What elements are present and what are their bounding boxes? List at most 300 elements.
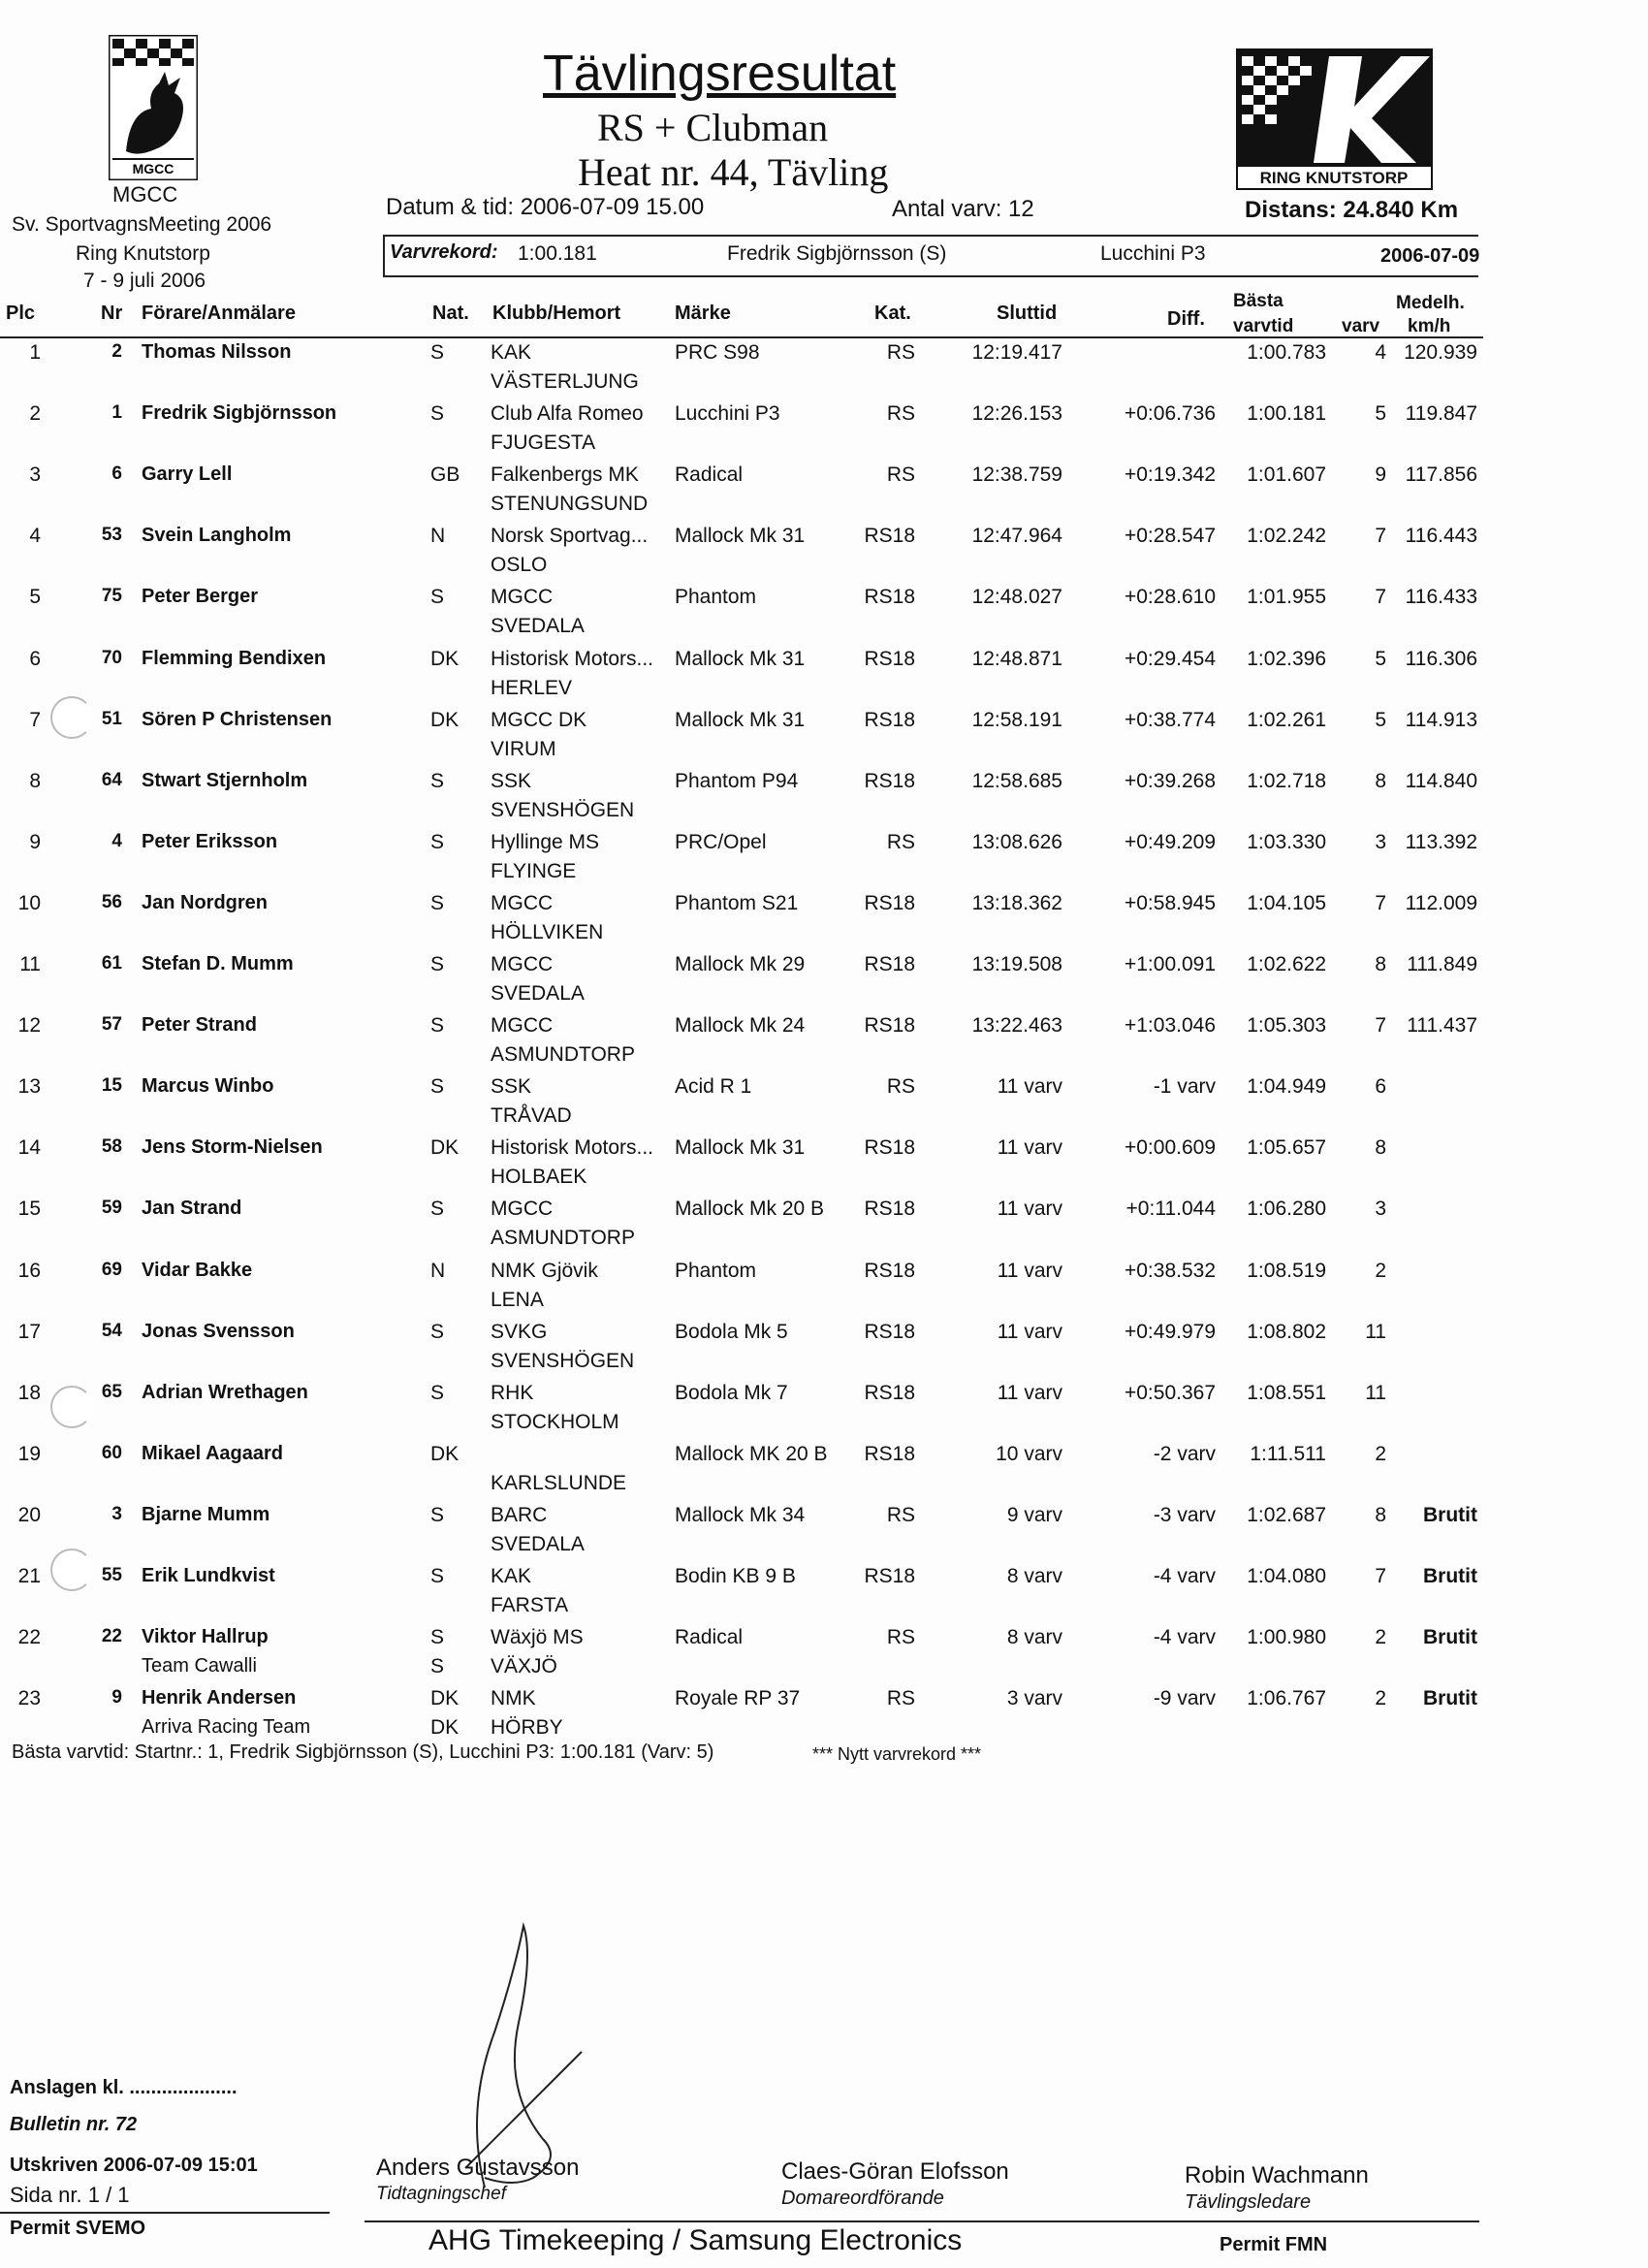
result-best-lap-number: 9 (1375, 463, 1386, 487)
table-row (0, 770, 1493, 831)
result-car: Radical (675, 1626, 744, 1649)
result-start-number: 4 (111, 830, 122, 851)
mgcc-logo (109, 35, 198, 180)
result-best-lap: 1:08.551 (1247, 1381, 1326, 1404)
result-hometown: ASMUNDTORP (491, 1043, 635, 1067)
result-hometown: SVENSHÖGEN (491, 1349, 635, 1372)
result-total-time: 12:58.685 (971, 769, 1062, 792)
result-best-lap-number: 11 (1365, 1381, 1386, 1404)
result-best-lap: 1:06.280 (1247, 1198, 1326, 1221)
result-diff: -3 varv (1153, 1503, 1216, 1526)
result-nationality: S (430, 891, 445, 914)
result-place: 18 (17, 1381, 41, 1404)
result-best-lap: 1:02.396 (1247, 647, 1326, 670)
result-nationality: S (430, 341, 445, 364)
result-total-time: 9 varv (1006, 1503, 1062, 1526)
result-place: 3 (29, 463, 41, 487)
result-diff: -2 varv (1153, 1442, 1216, 1465)
result-best-lap: 1:00.181 (1247, 402, 1326, 426)
result-nationality: S (430, 1320, 445, 1343)
result-total-time: 13:18.362 (971, 891, 1062, 914)
result-total-time: 11 varv (997, 1381, 1062, 1404)
result-driver: Stwart Stjernholm (142, 769, 308, 791)
result-club: MGCC (491, 586, 554, 609)
result-car: Royale RP 37 (675, 1687, 801, 1710)
result-total-time: 10 varv (996, 1442, 1062, 1465)
result-nationality: S (430, 953, 445, 975)
mgcc-logo-text: MGCC (132, 161, 174, 176)
result-car: Mallock Mk 24 (675, 1014, 806, 1038)
col-cat: Kat. (874, 303, 911, 324)
result-diff: +0:29.454 (1124, 647, 1216, 670)
punch-hole (50, 1549, 93, 1591)
result-best-lap-number: 5 (1375, 708, 1386, 731)
result-category: RS (886, 1503, 915, 1526)
result-driver: Garry Lell (142, 463, 233, 486)
result-car: Mallock Mk 31 (675, 647, 806, 670)
result-total-time: 3 varv (1006, 1687, 1062, 1710)
result-best-lap: 1:02.718 (1247, 769, 1326, 792)
result-best-lap: 1:01.955 (1247, 586, 1326, 609)
result-best-lap-number: 8 (1375, 1136, 1386, 1160)
result-car: Mallock Mk 20 B (675, 1198, 825, 1221)
result-nationality: GB (430, 463, 460, 487)
result-hometown: VÄSTERLJUNG (491, 370, 639, 393)
result-total-time: 13:19.508 (971, 953, 1062, 975)
result-start-number: 56 (101, 891, 122, 912)
result-best-lap-number: 8 (1375, 1503, 1386, 1526)
result-place: 2 (29, 402, 41, 426)
result-place: 9 (29, 830, 41, 853)
result-driver: Jan Strand (142, 1198, 242, 1220)
result-category: RS18 (864, 1442, 915, 1465)
table-row (0, 1504, 1493, 1565)
result-nationality: S (430, 1198, 445, 1221)
result-category: RS (886, 341, 915, 364)
result-best-lap: 1:02.242 (1247, 525, 1326, 548)
table-row (0, 1136, 1493, 1198)
result-best-lap: 1:02.261 (1247, 708, 1326, 731)
result-car: Bodola Mk 7 (675, 1381, 788, 1404)
result-car: Mallock Mk 31 (675, 1136, 806, 1160)
result-team: Arriva Racing Team (142, 1716, 311, 1739)
result-place: 19 (17, 1442, 41, 1465)
result-club: SVKG (491, 1320, 548, 1343)
result-start-number: 59 (101, 1198, 122, 1219)
table-row (0, 1687, 1493, 1748)
result-category: RS (886, 463, 915, 487)
result-driver: Marcus Winbo (142, 1075, 274, 1098)
result-category: RS18 (864, 1014, 915, 1038)
result-diff: -1 varv (1153, 1075, 1216, 1099)
result-club: Historisk Motors... (491, 647, 654, 670)
result-best-lap: 1:02.622 (1247, 953, 1326, 975)
result-start-number: 15 (101, 1075, 122, 1097)
result-nationality: N (430, 525, 446, 548)
result-hometown: LENA (491, 1288, 544, 1311)
result-car: Bodin KB 9 B (675, 1565, 796, 1587)
result-place: 5 (29, 586, 41, 609)
result-category: RS18 (864, 1320, 915, 1343)
result-place: 6 (29, 647, 41, 670)
result-best-lap-number: 7 (1375, 1014, 1386, 1038)
result-car: Mallock Mk 34 (675, 1503, 806, 1526)
result-driver: Stefan D. Mumm (142, 953, 294, 974)
class-name: RS + Clubman (597, 106, 829, 149)
result-car: Acid R 1 (675, 1075, 752, 1099)
result-start-number: 64 (101, 769, 122, 790)
col-best-top: Bästa (1233, 291, 1284, 311)
result-hometown: TRÅVAD (491, 1104, 572, 1128)
result-nationality: N (430, 1259, 446, 1282)
result-start-number: 22 (101, 1626, 122, 1647)
table-row (0, 953, 1493, 1014)
result-diff: +0:19.342 (1124, 463, 1216, 487)
result-hometown: STOCKHOLM (491, 1410, 619, 1433)
permit-svemo: Permit SVEMO (10, 2218, 146, 2239)
result-best-lap: 1:06.767 (1247, 1687, 1326, 1710)
result-best-lap-number: 5 (1375, 647, 1386, 670)
result-club: Club Alfa Romeo (491, 402, 644, 426)
result-best-lap: 1:08.519 (1247, 1259, 1326, 1282)
result-hometown: SVENSHÖGEN (491, 798, 635, 821)
result-club: Falkenbergs MK (491, 463, 639, 487)
result-best-lap: 1:01.607 (1247, 463, 1326, 487)
result-club: KAK (491, 1565, 532, 1587)
result-hometown: FARSTA (491, 1594, 569, 1616)
result-start-number: 70 (101, 647, 122, 668)
result-hometown: SVEDALA (491, 982, 585, 1005)
result-diff: +0:39.268 (1124, 769, 1216, 792)
table-row (0, 1014, 1493, 1075)
result-best-lap-number: 2 (1375, 1442, 1386, 1465)
result-category: RS (886, 1626, 915, 1649)
result-start-number: 58 (101, 1136, 122, 1158)
result-driver: Erik Lundkvist (142, 1565, 275, 1586)
signature-director-name: Robin Wachmann (1185, 2162, 1369, 2188)
result-club: MGCC (491, 1014, 554, 1038)
result-car: PRC S98 (675, 341, 760, 364)
result-start-number: 54 (101, 1320, 122, 1341)
result-hometown: HÖRBY (491, 1716, 563, 1740)
result-diff: -4 varv (1153, 1626, 1216, 1649)
result-start-number: 55 (101, 1565, 122, 1585)
result-car: Radical (675, 463, 744, 487)
result-club: Norsk Sportvag... (491, 525, 649, 548)
result-category: RS18 (864, 1136, 915, 1160)
result-car: Mallock MK 20 B (675, 1442, 828, 1465)
bulletin-number: Bulletin nr. 72 (10, 2114, 138, 2135)
result-hometown: OSLO (491, 554, 548, 577)
table-row (0, 1382, 1493, 1443)
result-nationality: S (430, 402, 445, 426)
result-category: RS (886, 1075, 915, 1099)
result-best-lap-number: 7 (1375, 891, 1386, 914)
result-best-lap: 1:04.105 (1247, 891, 1326, 914)
result-club: Wäxjö MS (491, 1626, 584, 1649)
result-nationality: S (430, 1014, 445, 1038)
heat-title: Heat nr. 44, Tävling (578, 150, 889, 194)
result-club: NMK Gjövik (491, 1259, 598, 1282)
result-place: 20 (17, 1503, 41, 1526)
result-nationality: S (430, 1565, 445, 1587)
result-club: MGCC DK (491, 708, 587, 731)
result-driver: Henrik Andersen (142, 1687, 297, 1709)
result-diff: +0:00.609 (1124, 1136, 1216, 1160)
table-row (0, 709, 1493, 770)
punch-hole (50, 696, 93, 739)
result-best-lap-number: 4 (1375, 341, 1386, 364)
table-row (0, 1443, 1493, 1504)
punch-hole (50, 1386, 93, 1428)
result-place: 4 (29, 525, 41, 548)
result-place: 1 (29, 341, 41, 364)
race-distance: Distans: 24.840 Km (1245, 197, 1459, 223)
result-hometown: KARLSLUNDE (491, 1471, 627, 1494)
page-title: Tävlingsresultat (543, 46, 897, 102)
result-club: SSK (491, 769, 532, 792)
result-avg-speed: 116.443 (1405, 525, 1477, 548)
result-total-time: 12:26.153 (971, 402, 1062, 426)
result-total-time: 8 varv (1006, 1565, 1062, 1587)
result-place: 17 (17, 1320, 41, 1343)
footer-rule-left (0, 2212, 330, 2214)
result-driver: Bjarne Mumm (142, 1503, 270, 1525)
result-car: Lucchini P3 (675, 402, 780, 426)
result-place: 10 (17, 891, 41, 914)
signature-steward-role: Domareordförande (781, 2188, 944, 2209)
result-driver: Vidar Bakke (142, 1259, 253, 1281)
table-row (0, 463, 1493, 525)
result-best-lap: 1:08.802 (1247, 1320, 1326, 1343)
result-best-lap-number: 2 (1375, 1687, 1386, 1710)
col-laps: varv (1342, 316, 1380, 336)
result-car: Phantom (675, 586, 757, 609)
result-start-number: 1 (111, 402, 122, 424)
race-laps: Antal varv: 12 (892, 196, 1034, 222)
result-car: Phantom (675, 1259, 757, 1282)
result-nationality: S (430, 1381, 445, 1404)
result-category: RS18 (864, 769, 915, 792)
signature-timekeeper-role: Tidtagningschef (376, 2184, 506, 2204)
lap-record-driver: Fredrik Sigbjörnsson (S) (727, 242, 947, 265)
result-start-number: 60 (101, 1442, 122, 1463)
result-best-lap: 1:05.303 (1247, 1014, 1326, 1038)
result-hometown: FJUGESTA (491, 431, 596, 455)
new-record-note: *** Nytt varvrekord *** (812, 1744, 982, 1764)
result-best-lap-number: 3 (1375, 1198, 1386, 1221)
result-car: Mallock Mk 29 (675, 953, 806, 975)
result-car: Mallock Mk 31 (675, 708, 806, 731)
result-nationality: S (430, 586, 445, 609)
result-nationality-team: DK (430, 1716, 460, 1740)
table-row (0, 525, 1493, 586)
race-datetime: Datum & tid: 2006-07-09 15.00 (386, 194, 705, 220)
result-car: Phantom S21 (675, 891, 799, 914)
result-best-lap: 1:03.330 (1247, 830, 1326, 853)
result-avg-speed: 116.306 (1405, 647, 1477, 670)
lap-record-date: 2006-07-09 (1380, 245, 1480, 267)
col-club: Klubb/Hemort (492, 303, 621, 324)
result-diff: +1:00.091 (1124, 953, 1216, 975)
result-total-time: 11 varv (997, 1320, 1062, 1343)
result-best-lap-number: 5 (1375, 402, 1386, 426)
result-best-lap: 1:02.687 (1247, 1503, 1326, 1526)
permit-fmn: Permit FMN (1220, 2234, 1328, 2255)
result-driver: Peter Eriksson (142, 830, 278, 852)
result-avg-speed: Brutit (1423, 1565, 1477, 1587)
result-avg-speed: 119.847 (1405, 402, 1477, 426)
result-diff: +0:49.979 (1124, 1320, 1216, 1343)
result-hometown: HOLBAEK (491, 1166, 587, 1189)
result-nationality: DK (430, 708, 460, 731)
result-category: RS18 (864, 647, 915, 670)
result-category: RS18 (864, 1259, 915, 1282)
result-avg-speed: Brutit (1423, 1626, 1477, 1649)
result-total-time: 11 varv (997, 1259, 1062, 1282)
lap-record-car: Lucchini P3 (1100, 242, 1206, 265)
result-hometown: HÖLLVIKEN (491, 920, 604, 943)
best-lap-note: Bästa varvtid: Startnr.: 1, Fredrik Sigbjörnsson (S), Lucchini P3: 1:00.181 (Varv: 5) (12, 1741, 714, 1763)
result-avg-speed: 117.856 (1405, 463, 1477, 487)
result-best-lap-number: 8 (1375, 769, 1386, 792)
result-best-lap-number: 3 (1375, 830, 1386, 853)
result-avg-speed: Brutit (1423, 1503, 1477, 1526)
result-avg-speed: 111.437 (1407, 1014, 1477, 1038)
result-nationality: S (430, 1503, 445, 1526)
result-category: RS18 (864, 953, 915, 975)
result-category: RS18 (864, 708, 915, 731)
result-avg-speed: 113.392 (1405, 830, 1477, 853)
result-hometown: ASMUNDTORP (491, 1227, 635, 1250)
result-club: RHK (491, 1381, 534, 1404)
col-make: Märke (675, 303, 731, 324)
table-row (0, 1565, 1493, 1626)
table-row (0, 648, 1493, 709)
result-category: RS (886, 830, 915, 853)
result-place: 11 (19, 953, 41, 975)
table-row (0, 1198, 1493, 1259)
col-speed-top: Medelh. (1396, 293, 1465, 313)
result-category: RS18 (864, 891, 915, 914)
table-row (0, 1260, 1493, 1321)
result-driver: Viktor Hallrup (142, 1626, 269, 1648)
timekeeping-company: AHG Timekeeping / Samsung Electronics (428, 2224, 963, 2256)
result-diff: +0:38.774 (1124, 708, 1216, 731)
result-place: 13 (17, 1075, 41, 1099)
result-car: Mallock Mk 31 (675, 525, 806, 548)
table-row (0, 1075, 1493, 1136)
result-driver: Thomas Nilsson (142, 341, 292, 363)
result-best-lap-number: 11 (1365, 1320, 1386, 1343)
result-avg-speed: 114.840 (1405, 769, 1477, 792)
result-best-lap: 1:04.949 (1247, 1075, 1326, 1099)
page-number: Sida nr. 1 / 1 (10, 2183, 130, 2207)
result-category: RS (886, 402, 915, 426)
result-club: MGCC (491, 953, 554, 975)
result-diff: +0:38.532 (1124, 1259, 1216, 1282)
result-diff: +0:49.209 (1124, 830, 1216, 853)
signature-steward-name: Claes-Göran Elofsson (781, 2158, 1009, 2185)
col-driver: Förare/Anmälare (142, 303, 296, 324)
event-name: Sv. SportvagnsMeeting 2006 (12, 213, 272, 236)
result-hometown: VÄXJÖ (491, 1655, 557, 1678)
result-place: 15 (17, 1198, 41, 1221)
result-driver: Peter Berger (142, 586, 259, 608)
result-total-time: 12:38.759 (971, 463, 1062, 487)
result-nationality: DK (430, 1687, 460, 1710)
result-category: RS18 (864, 525, 915, 548)
result-best-lap: 1:00.980 (1247, 1626, 1326, 1649)
result-club: MGCC (491, 1198, 554, 1221)
result-nationality: S (430, 1626, 445, 1649)
result-hometown: SVEDALA (491, 1532, 585, 1555)
result-avg-speed: 114.913 (1405, 708, 1477, 731)
result-category: RS18 (864, 1565, 915, 1587)
table-row (0, 1626, 1493, 1687)
result-driver: Jens Storm-Nielsen (142, 1136, 323, 1159)
col-nr: Nr (101, 303, 123, 324)
result-nationality-team: S (430, 1655, 445, 1678)
result-best-lap: 1:11.511 (1250, 1442, 1326, 1465)
result-team: Team Cawalli (142, 1655, 257, 1677)
result-start-number: 61 (101, 953, 122, 974)
result-club: MGCC (491, 891, 554, 914)
result-best-lap-number: 7 (1375, 586, 1386, 609)
printed-time: Utskriven 2006-07-09 15:01 (10, 2155, 258, 2176)
lap-record-label: Varvrekord: (390, 241, 498, 263)
table-row (0, 402, 1493, 463)
result-total-time: 12:48.027 (971, 586, 1062, 609)
result-nationality: S (430, 830, 445, 853)
result-start-number: 53 (101, 525, 122, 546)
result-place: 7 (29, 708, 41, 731)
col-plc: Plc (6, 303, 36, 324)
table-row (0, 831, 1493, 892)
result-start-number: 6 (111, 463, 122, 485)
result-avg-speed: 111.849 (1407, 953, 1477, 975)
result-best-lap-number: 6 (1375, 1075, 1386, 1099)
result-place: 16 (17, 1259, 41, 1282)
result-avg-speed: Brutit (1423, 1687, 1477, 1710)
ring-knutstorp-logo-text: RING KNUTSTORP (1259, 169, 1409, 187)
result-total-time: 11 varv (997, 1198, 1062, 1221)
result-hometown: VIRUM (491, 737, 556, 760)
result-total-time: 11 varv (997, 1136, 1062, 1160)
result-diff: -9 varv (1153, 1687, 1216, 1710)
result-total-time: 12:47.964 (971, 525, 1062, 548)
table-row (0, 1321, 1493, 1382)
result-hometown: STENUNGSUND (491, 493, 649, 516)
result-driver: Sören P Christensen (142, 708, 333, 730)
result-place: 14 (17, 1136, 41, 1160)
result-diff: +0:50.367 (1124, 1381, 1216, 1404)
header-rule (0, 336, 1483, 338)
footer-rule-right (364, 2220, 1479, 2222)
event-dates: 7 - 9 juli 2006 (83, 270, 206, 292)
result-car: Phantom P94 (675, 769, 799, 792)
result-total-time: 12:48.871 (971, 647, 1062, 670)
result-nationality: DK (430, 1442, 460, 1465)
result-category: RS18 (864, 1381, 915, 1404)
mgcc-label: MGCC (112, 182, 178, 207)
event-venue: Ring Knutstorp (76, 242, 210, 265)
result-club: KAK (491, 341, 532, 364)
result-best-lap-number: 8 (1375, 953, 1386, 975)
result-hometown: SVEDALA (491, 615, 585, 638)
result-best-lap-number: 2 (1375, 1626, 1386, 1649)
result-place: 8 (29, 769, 41, 792)
